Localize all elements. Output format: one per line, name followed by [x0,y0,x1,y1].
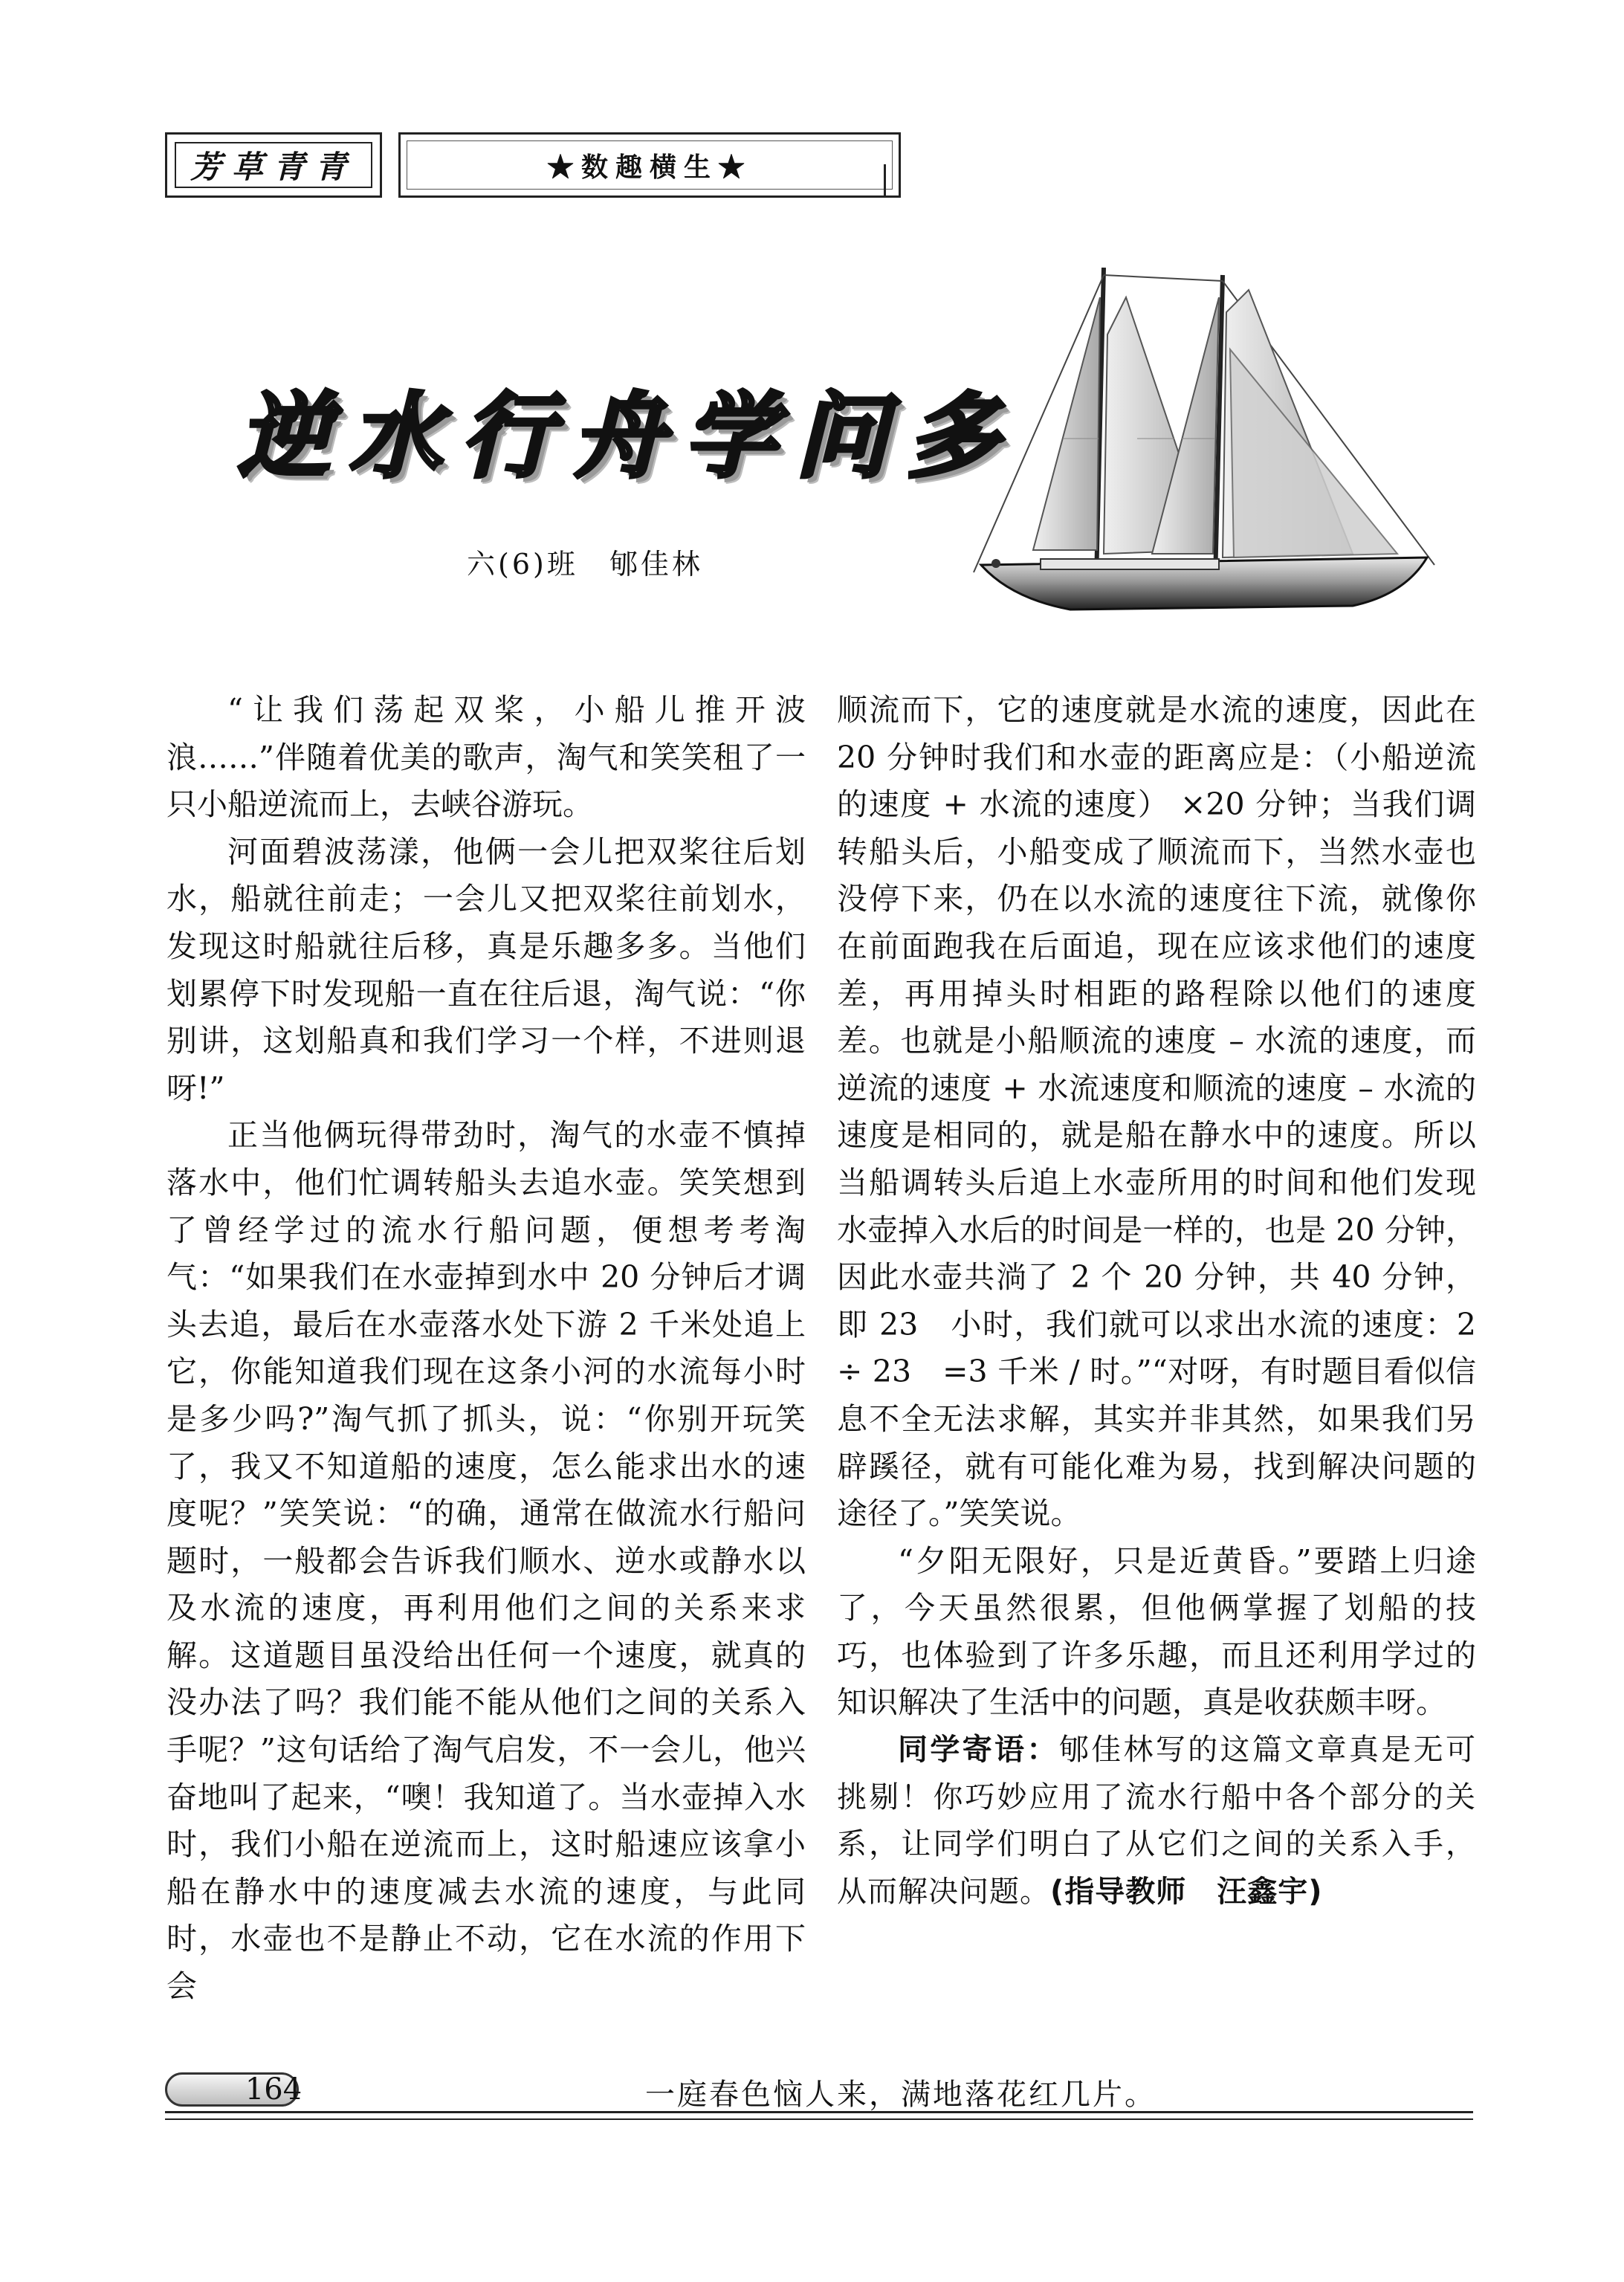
column-name: 芳草青青 [175,142,372,188]
header-tab-decoration [884,164,901,198]
article-right-column [837,687,1476,1916]
footer-divider [165,2118,1473,2120]
sailing-ship-icon [951,268,1472,654]
column-name-box [165,132,382,198]
section-name-box [398,132,901,198]
peer-comment [837,1727,1476,1916]
article-left-column [166,687,806,2011]
peer-comment-label: 同学寄语： [898,1733,1059,1768]
footer-quote: 一庭春色恼人来，满地落花红几片。 [645,2078,1156,2112]
peer-comment-text: 郇佳林写的这篇文章真是无可挑剔！你巧妙应用了流水行船中各个部分的关系，让同学们明白了从它们之间的关系入手，从而解决问题。 [837,1733,1477,1909]
page-number: 164 [245,2072,303,2107]
article-title: 逆水行舟学问多 [238,383,1019,491]
article-author: 六(6)班 郇佳林 [467,548,703,581]
paragraph: 河面碧波荡漾，他俩一会儿把双桨往后划水，船就往前走；一会儿又把双桨往前划水，发现这时船就往后移，真是乐趣多多。当他们划累停下时发现船一直在往后退，淘气说：“你别讲，这划船真和我们学习一个样，不进则退呀!” [166,833,806,1106]
teacher-credit: (指导教师 汪鑫宇) [1050,1874,1323,1909]
footer-divider [165,2111,1473,2113]
paragraph: 正当他俩玩得带劲时，淘气的水壶不慎掉落水中，他们忙调转船头去追水壶。笑笑想到了曾经学过的流水行船问题，便想考考淘气：“如果我们在水壶掉到水中 20 分钟后才调头去追，最后在水壶落水处下游 2 千米处追上它，你能知道我们现在这条小河的水流每小时是多少吗?”淘气抓了抓头，说：“你别开玩笑了，我又不知道船的速度，怎么能求出水的速度呢？”笑笑说：“的确，通常在做流水行船问题时，一般都会告诉我们顺水、逆水或静水以及水流的速度，再利用他们之间的关系来求解。这道题目虽没给出任何一个速度，就真的没办法了吗？我们能不能从他们之间的关系入手呢？”这句话给了淘气启发，不一会儿，他兴奋地叫了起来，“噢！我知道了。当水壶掉入水时，我们小船在逆流而上，这时船速应该拿小船在静水中的速度减去水流的速度，与此同时，水壶也不是静止不动，它在水流的作用下会 [166,1117,806,2005]
section-name: ★数趣横生★ [407,140,893,190]
paragraph: “夕阳无限好，只是近黄昏。”要踏上归途了，今天虽然很累，但他俩掌握了划船的技巧，也体验到了许多乐趣，而且还利用学过的知识解决了生活中的问题，真是收获颇丰呀。 [837,1542,1476,1721]
paragraph: 顺流而下，它的速度就是水流的速度，因此在 20 分钟时我们和水壶的距离应是：（小船逆流的速度 + 水流的速度） ×20 分钟；当我们调转船头后，小船变成了顺流而下，当然水壶也没停下来，仍在以水流的速度往下流，就像你在前面跑我在后面追，现在应该求他们的速度差，再用掉头时相距的路程除以他们的速度差。也就是小船顺流的速度 – 水流的速度，而逆流的速度 + 水流速度和顺流的速度 – 水流的速度是相同的，就是船在静水中的速度。所以当船调转头后追上水壶所用的时间和他们发现水壶掉入水后的时间是一样的，也是 20 分钟，因此水壶共淌了 2 个 20 分钟，共 40 分钟，即 23 小时，我们就可以求出水流的速度：2 ÷ 23 =3 千米 / 时。”“对呀，有时题目看似信息不全无法求解，其实并非其然，如果我们另辟蹊径，就有可能化难为易，找到解决问题的途径了。”笑笑说。 [837,692,1476,1532]
paragraph: “让我们荡起双桨，小船儿推开波浪……”伴随着优美的歌声，淘气和笑笑租了一只小船逆流而上，去峡谷游玩。 [166,692,806,823]
